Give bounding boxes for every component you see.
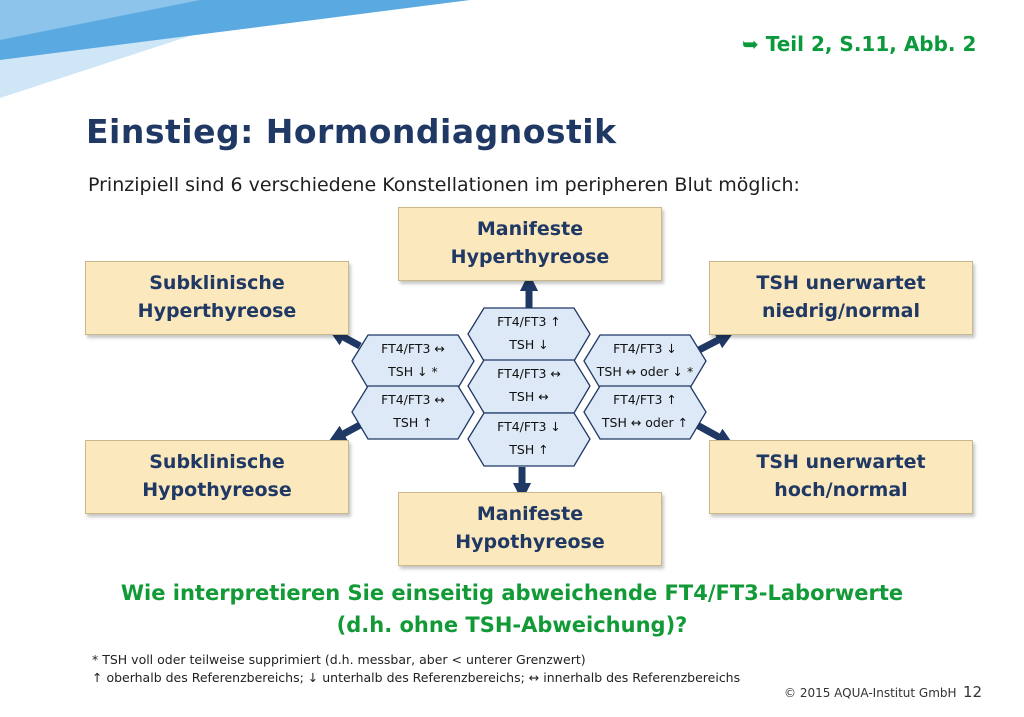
box-manifeste-hypothyreose: Manifeste Hypothyreose [398,492,662,566]
box-subklinische-hyperthyreose: Subklinische Hyperthyreose [85,261,349,335]
question-text: Wie interpretieren Sie einseitig abweichende FT4/FT3-Laborwerte (d.h. ohne TSH-Abweichung)? [120,581,904,637]
hexagon-upper-left-label: FT4/FT3 ↔ TSH ↓ * [381,341,445,380]
copyright: © 2015 AQUA-Institut GmbH [784,686,957,700]
page-number: 12 [963,683,983,701]
page-subtitle: Prinzipiell sind 6 verschiedene Konstellationen im peripheren Blut möglich: [88,174,800,196]
hexagon-bottom-label: FT4/FT3 ↓ TSH ↑ [497,419,561,458]
hexagon-top-label: FT4/FT3 ↑ TSH ↓ [497,314,561,353]
box-tsh-unerwartet-niedrig: TSH unerwartet niedrig/normal [709,261,973,335]
box-manifeste-hyperthyreose: Manifeste Hyperthyreose [398,207,662,281]
footnote-2: ↑ oberhalb des Referenzbereichs; ↓ unterhalb des Referenzbereichs; ↔ innerhalb des Referenzbereichs [92,670,741,685]
footnote-1: * TSH voll oder teilweise supprimiert (d.h. messbar, aber < unterer Grenzwert) [92,652,586,667]
reference-link[interactable]: ➥ Teil 2, S.11, Abb. 2 [742,32,977,56]
hexagon-lower-right-label: FT4/FT3 ↑ TSH ↔ oder ↑ [601,392,689,431]
hexagon-center-label: FT4/FT3 ↔ TSH ↔ [497,366,561,405]
hexagon-upper-right-label: FT4/FT3 ↓ TSH ↔ oder ↓ * [596,341,694,380]
box-subklinische-hypothyreose: Subklinische Hypothyreose [85,440,349,514]
hexagon-lower-left-label: FT4/FT3 ↔ TSH ↑ [381,392,445,431]
box-tsh-unerwartet-hoch: TSH unerwartet hoch/normal [709,440,973,514]
page-title: Einstieg: Hormondiagnostik [86,112,617,151]
